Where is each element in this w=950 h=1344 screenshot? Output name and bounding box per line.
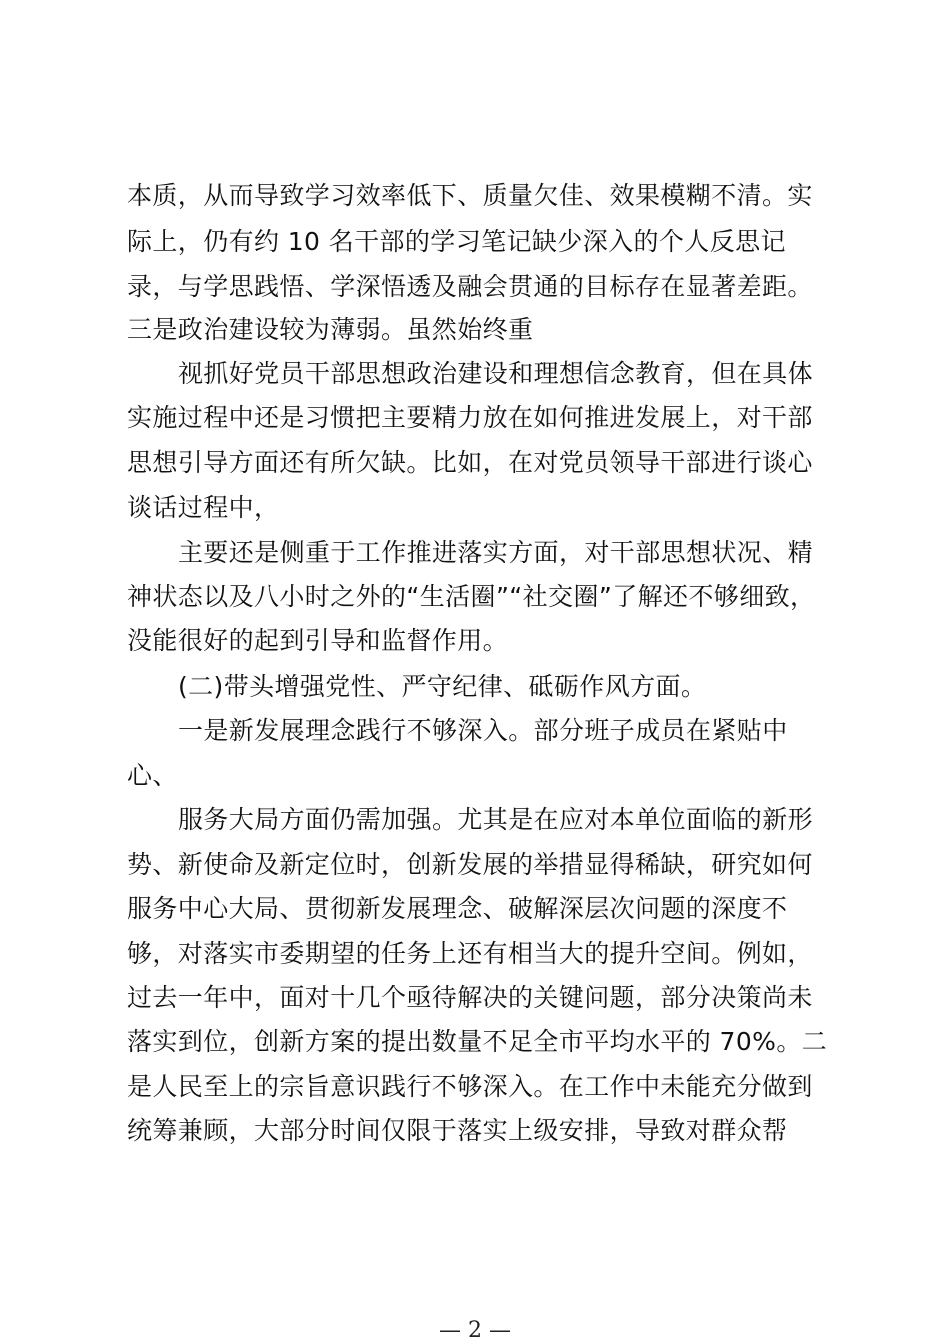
text-line: 服务中心大局、贯彻新发展理念、破解深层次问题的深度不 <box>127 894 788 923</box>
text-line: 落实到位，创新方案的提出数量不足全市平均水平的 70%。二 <box>127 1027 828 1056</box>
text-line: 是人民至上的宗旨意识践行不够深入。在工作中未能充分做到 <box>127 1072 813 1101</box>
text-line: 实施过程中还是习惯把主要精力放在如何推进发展上，对干部 <box>127 403 813 432</box>
text-line: 本质，从而导致学习效率低下、质量欠佳、效果模糊不清。实 <box>127 181 813 210</box>
text-line: 神状态以及八小时之外的“生活圈”“社交圈”了解还不够细致， <box>127 582 816 611</box>
text-line: 统筹兼顾，大部分时间仅限于落实上级安排，导致对群众帮 <box>127 1116 788 1145</box>
page-number: — 2 — <box>439 1318 511 1343</box>
text-line: 思想引导方面还有所欠缺。比如，在对党员领导干部进行谈心 <box>127 448 813 477</box>
text-line: 际上，仍有约 10 名干部的学习笔记缺少深入的个人反思记 <box>127 227 786 256</box>
text-line: 没能很好的起到引导和监督作用。 <box>127 626 509 655</box>
text-line: 过去一年中，面对十几个亟待解决的关键问题，部分决策尚未 <box>127 983 813 1012</box>
text-line: 主要还是侧重于工作推进落实方面，对干部思想状况、精 <box>178 538 814 567</box>
text-line: 视抓好党员干部思想政治建设和理想信念教育，但在具体 <box>178 359 814 388</box>
text-line: 谈话过程中， <box>127 493 280 522</box>
text-line: 一是新发展理念践行不够深入。部分班子成员在紧贴中 <box>178 716 788 745</box>
text-line: 心、 <box>127 761 178 790</box>
section-heading: (二)带头增强党性、严守纪律、砥砺作风方面。 <box>178 672 707 701</box>
text-line: 服务大局方面仍需加强。尤其是在应对本单位面临的新形 <box>178 805 814 834</box>
text-line: 录，与学思践悟、学深悟透及融会贯通的目标存在显著差距。 <box>127 272 813 301</box>
text-line: 三是政治建设较为薄弱。虽然始终重 <box>127 315 534 344</box>
text-line: 势、新使命及新定位时，创新发展的举措显得稀缺，研究如何 <box>127 850 813 879</box>
text-line: 够，对落实市委期望的任务上还有相当大的提升空间。例如， <box>127 939 813 968</box>
